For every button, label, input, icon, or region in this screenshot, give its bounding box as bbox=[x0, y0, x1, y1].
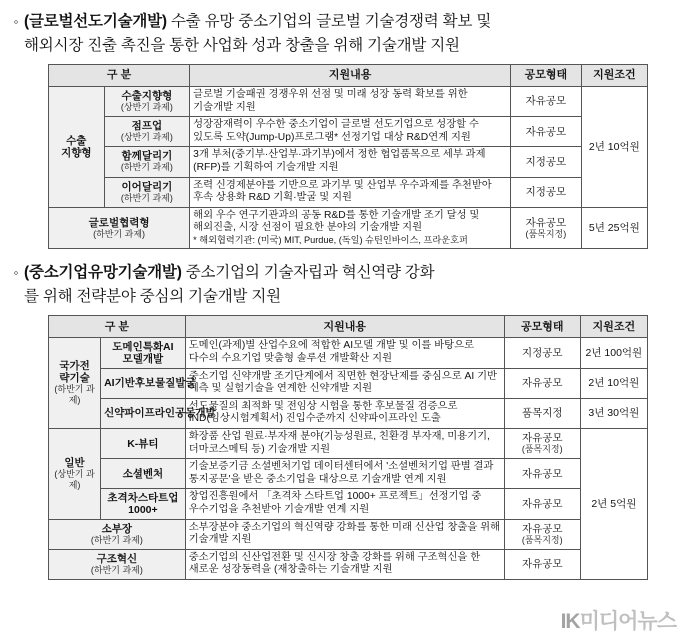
col-header-division: 구 분 bbox=[49, 65, 190, 87]
section2-line1 bbox=[24, 261, 672, 285]
row-mode: 자유공모 (품목지정) bbox=[504, 429, 580, 459]
section1-text bbox=[24, 10, 672, 58]
table-row bbox=[49, 489, 648, 519]
row-desc: 조력 신경제분야를 기반으로 과기부 및 산업부 우수과제를 추천받아 후속 상용화 R&D 기획·발굴 및 지원 bbox=[190, 177, 511, 207]
row-desc: 화장품 산업 원료·부자재 분야(기능성원료, 친환경 부자재, 미용기기, 더마코스메틱 등) 기술개발 지원 bbox=[185, 429, 504, 459]
section1-table-wrapper bbox=[48, 64, 672, 249]
section1-bullet: ◦ bbox=[13, 14, 19, 29]
table-row bbox=[49, 398, 648, 428]
row-mode: 품목지정 bbox=[504, 398, 580, 428]
row-name: 이어달리기 (하반기 과제) bbox=[104, 177, 190, 207]
row-desc: 해외 우수 연구기관과의 공동 R&D를 통한 기술개발 조기 달성 및 해외진출, 시장 선점이 필요한 분야의 기술개발 지원 * 해외협력기관: (미국) MIT, Purdue, (독일) 슈틴인바이스, 프라운호퍼 bbox=[190, 207, 511, 249]
table-row bbox=[49, 519, 648, 549]
table-header-row bbox=[49, 65, 648, 87]
row-name: 소셜벤처 bbox=[101, 459, 186, 489]
watermark bbox=[561, 605, 676, 635]
table-row bbox=[49, 177, 648, 207]
row-desc: 글로벌 기술패권 경쟁우위 선점 및 미래 성장 동력 확보를 위한 기술개발 지원 bbox=[190, 87, 511, 117]
row-condition: 2년 10억원 bbox=[581, 87, 647, 208]
table-row bbox=[49, 207, 648, 249]
col-header-condition: 지원조건 bbox=[581, 65, 647, 87]
table-row bbox=[49, 459, 648, 489]
section2-bullet: ◦ bbox=[13, 265, 19, 281]
section2-table bbox=[48, 315, 648, 580]
row-desc: 창업진흥원에서 「초격차 스타트업 1000+ 프로젝트」선정기업 중 우수기업을 추천받아 기술개발 연계 지원 bbox=[185, 489, 504, 519]
section2-title: (중소기업유망기술개발) bbox=[24, 264, 182, 282]
section2-paragraph bbox=[8, 261, 672, 309]
row-condition: 2년 10억원 bbox=[580, 368, 647, 398]
row-desc: 3개 부처(중기부·산업부·과기부)에서 정한 협업품목으로 세부 과제(RFP)를 기획하여 기술개발 지원 bbox=[190, 147, 511, 177]
section1-table bbox=[48, 64, 648, 249]
row-mode: 자유공모 bbox=[511, 87, 582, 117]
table-row bbox=[49, 368, 648, 398]
row-condition: 5년 25억원 bbox=[581, 207, 647, 249]
section2-line1-rest: 중소기업의 기술자립과 혁신역량 강화 bbox=[181, 264, 435, 282]
section1-line1 bbox=[24, 10, 672, 34]
row-mode: 자유공모 bbox=[504, 368, 580, 398]
watermark-logo: IK bbox=[560, 610, 580, 633]
group-export-oriented: 수출 지향형 bbox=[49, 87, 105, 208]
table-row bbox=[49, 549, 648, 579]
section2-table-wrapper bbox=[48, 315, 672, 580]
table-row bbox=[49, 117, 648, 147]
row-name: 구조혁신 (하반기 과제) bbox=[49, 549, 186, 579]
row-mode: 자유공모 (품목지정) bbox=[511, 207, 582, 249]
col-header-content: 지원내용 bbox=[190, 65, 511, 87]
col-header-content: 지원내용 bbox=[185, 316, 504, 338]
table-row bbox=[49, 87, 648, 117]
section2-line2: 를 위해 전략분야 중심의 기술개발 지원 bbox=[24, 288, 281, 306]
table-row bbox=[49, 147, 648, 177]
row-name-global: 글로벌협력형 (하반기 과제) bbox=[49, 207, 190, 249]
table-header-row bbox=[49, 316, 648, 338]
row-mode: 자유공모 (품목지정) bbox=[504, 519, 580, 549]
row-desc: 기술보증기금 소셜벤처기업 데이터센터에서 '소셜벤처기업 판별 결과 통지공문'을 받은 중소기업을 대상으로 기술개발 연계 지원 bbox=[185, 459, 504, 489]
group-general: 일반 (상반기 과 제) bbox=[49, 429, 101, 520]
row-mode: 지정공모 bbox=[504, 338, 580, 368]
row-mode: 지정공모 bbox=[511, 177, 582, 207]
col-header-division: 구 분 bbox=[49, 316, 186, 338]
col-header-mode: 공모형태 bbox=[504, 316, 580, 338]
row-name: 도메인특화AI 모델개발 bbox=[101, 338, 186, 368]
row-desc: 성장잠재력이 우수한 중소기업이 글로벌 선도기업으로 성장할 수 있도록 도약(Jump-Up)프로그램* 선정기업 대상 R&D연계 지원 bbox=[190, 117, 511, 147]
row-name: 수출지향형 (상반기 과제) bbox=[104, 87, 190, 117]
row-mode: 지정공모 bbox=[511, 147, 582, 177]
row-name: AI기반후보물질발굴 bbox=[101, 368, 186, 398]
row-name: 함께달리기 (하반기 과제) bbox=[104, 147, 190, 177]
section1-line2: 해외시장 진출 촉진을 통한 사업화 성과 창출을 위해 기술개발 지원 bbox=[24, 37, 460, 54]
row-desc: 중소기업의 신산업전환 및 신시장 창출 강화를 위해 구조혁신을 한 새로운 성장동력을 (재창출하는 기술개발 지원 bbox=[185, 549, 504, 579]
col-header-condition: 지원조건 bbox=[580, 316, 647, 338]
row-mode: 자유공모 bbox=[504, 459, 580, 489]
row-name: K-뷰티 bbox=[101, 429, 186, 459]
section1-paragraph bbox=[8, 10, 672, 58]
table-row bbox=[49, 338, 648, 368]
row-name: 점프업 (상반기 과제) bbox=[104, 117, 190, 147]
row-desc: 도메인(과제)별 산업수요에 적합한 AI모델 개발 및 이를 바탕으로 다수의 수요기업 맞춤형 솔루션 개발확산 지원 bbox=[185, 338, 504, 368]
row-name: 신약파이프라인공동개발 bbox=[101, 398, 186, 428]
row-desc: 선도물질의 최적화 및 전임상 시험을 통한 후보물질 검증으로 IND(임상시험계획서) 진입수준까지 신약파이프라인 도출 bbox=[185, 398, 504, 428]
group-national-strategic-tech: 국가전 략기술 (하반기 과 제) bbox=[49, 338, 101, 429]
row-desc: 중소기업 신약개발 조기단계에서 직면한 현장난제를 중심으로 AI 기반 예측 및 실험기술을 연계한 신약개발 지원 bbox=[185, 368, 504, 398]
row-condition-common: 2년 5억원 bbox=[580, 429, 647, 580]
table-row bbox=[49, 429, 648, 459]
row-condition: 2년 100억원 bbox=[580, 338, 647, 368]
row-mode: 자유공모 bbox=[504, 489, 580, 519]
watermark-text: 미디어뉴스 bbox=[579, 610, 676, 633]
row-desc: 소부장분야 중소기업의 혁신역량 강화를 통한 미래 신산업 창출을 위해 기술개발 지원 bbox=[185, 519, 504, 549]
section1-line1-rest: 수출 유망 중소기업의 글로벌 기술경쟁력 확보 및 bbox=[166, 13, 492, 30]
row-condition: 3년 30억원 bbox=[580, 398, 647, 428]
section2-text bbox=[24, 261, 672, 309]
row-name: 소부장 (하반기 과제) bbox=[49, 519, 186, 549]
col-header-mode: 공모형태 bbox=[511, 65, 582, 87]
row-mode: 자유공모 bbox=[504, 549, 580, 579]
row-name: 초격차스타트업 1000+ bbox=[101, 489, 186, 519]
row-mode: 자유공모 bbox=[511, 117, 582, 147]
section1-title: (글로벌선도기술개발) bbox=[24, 13, 167, 30]
